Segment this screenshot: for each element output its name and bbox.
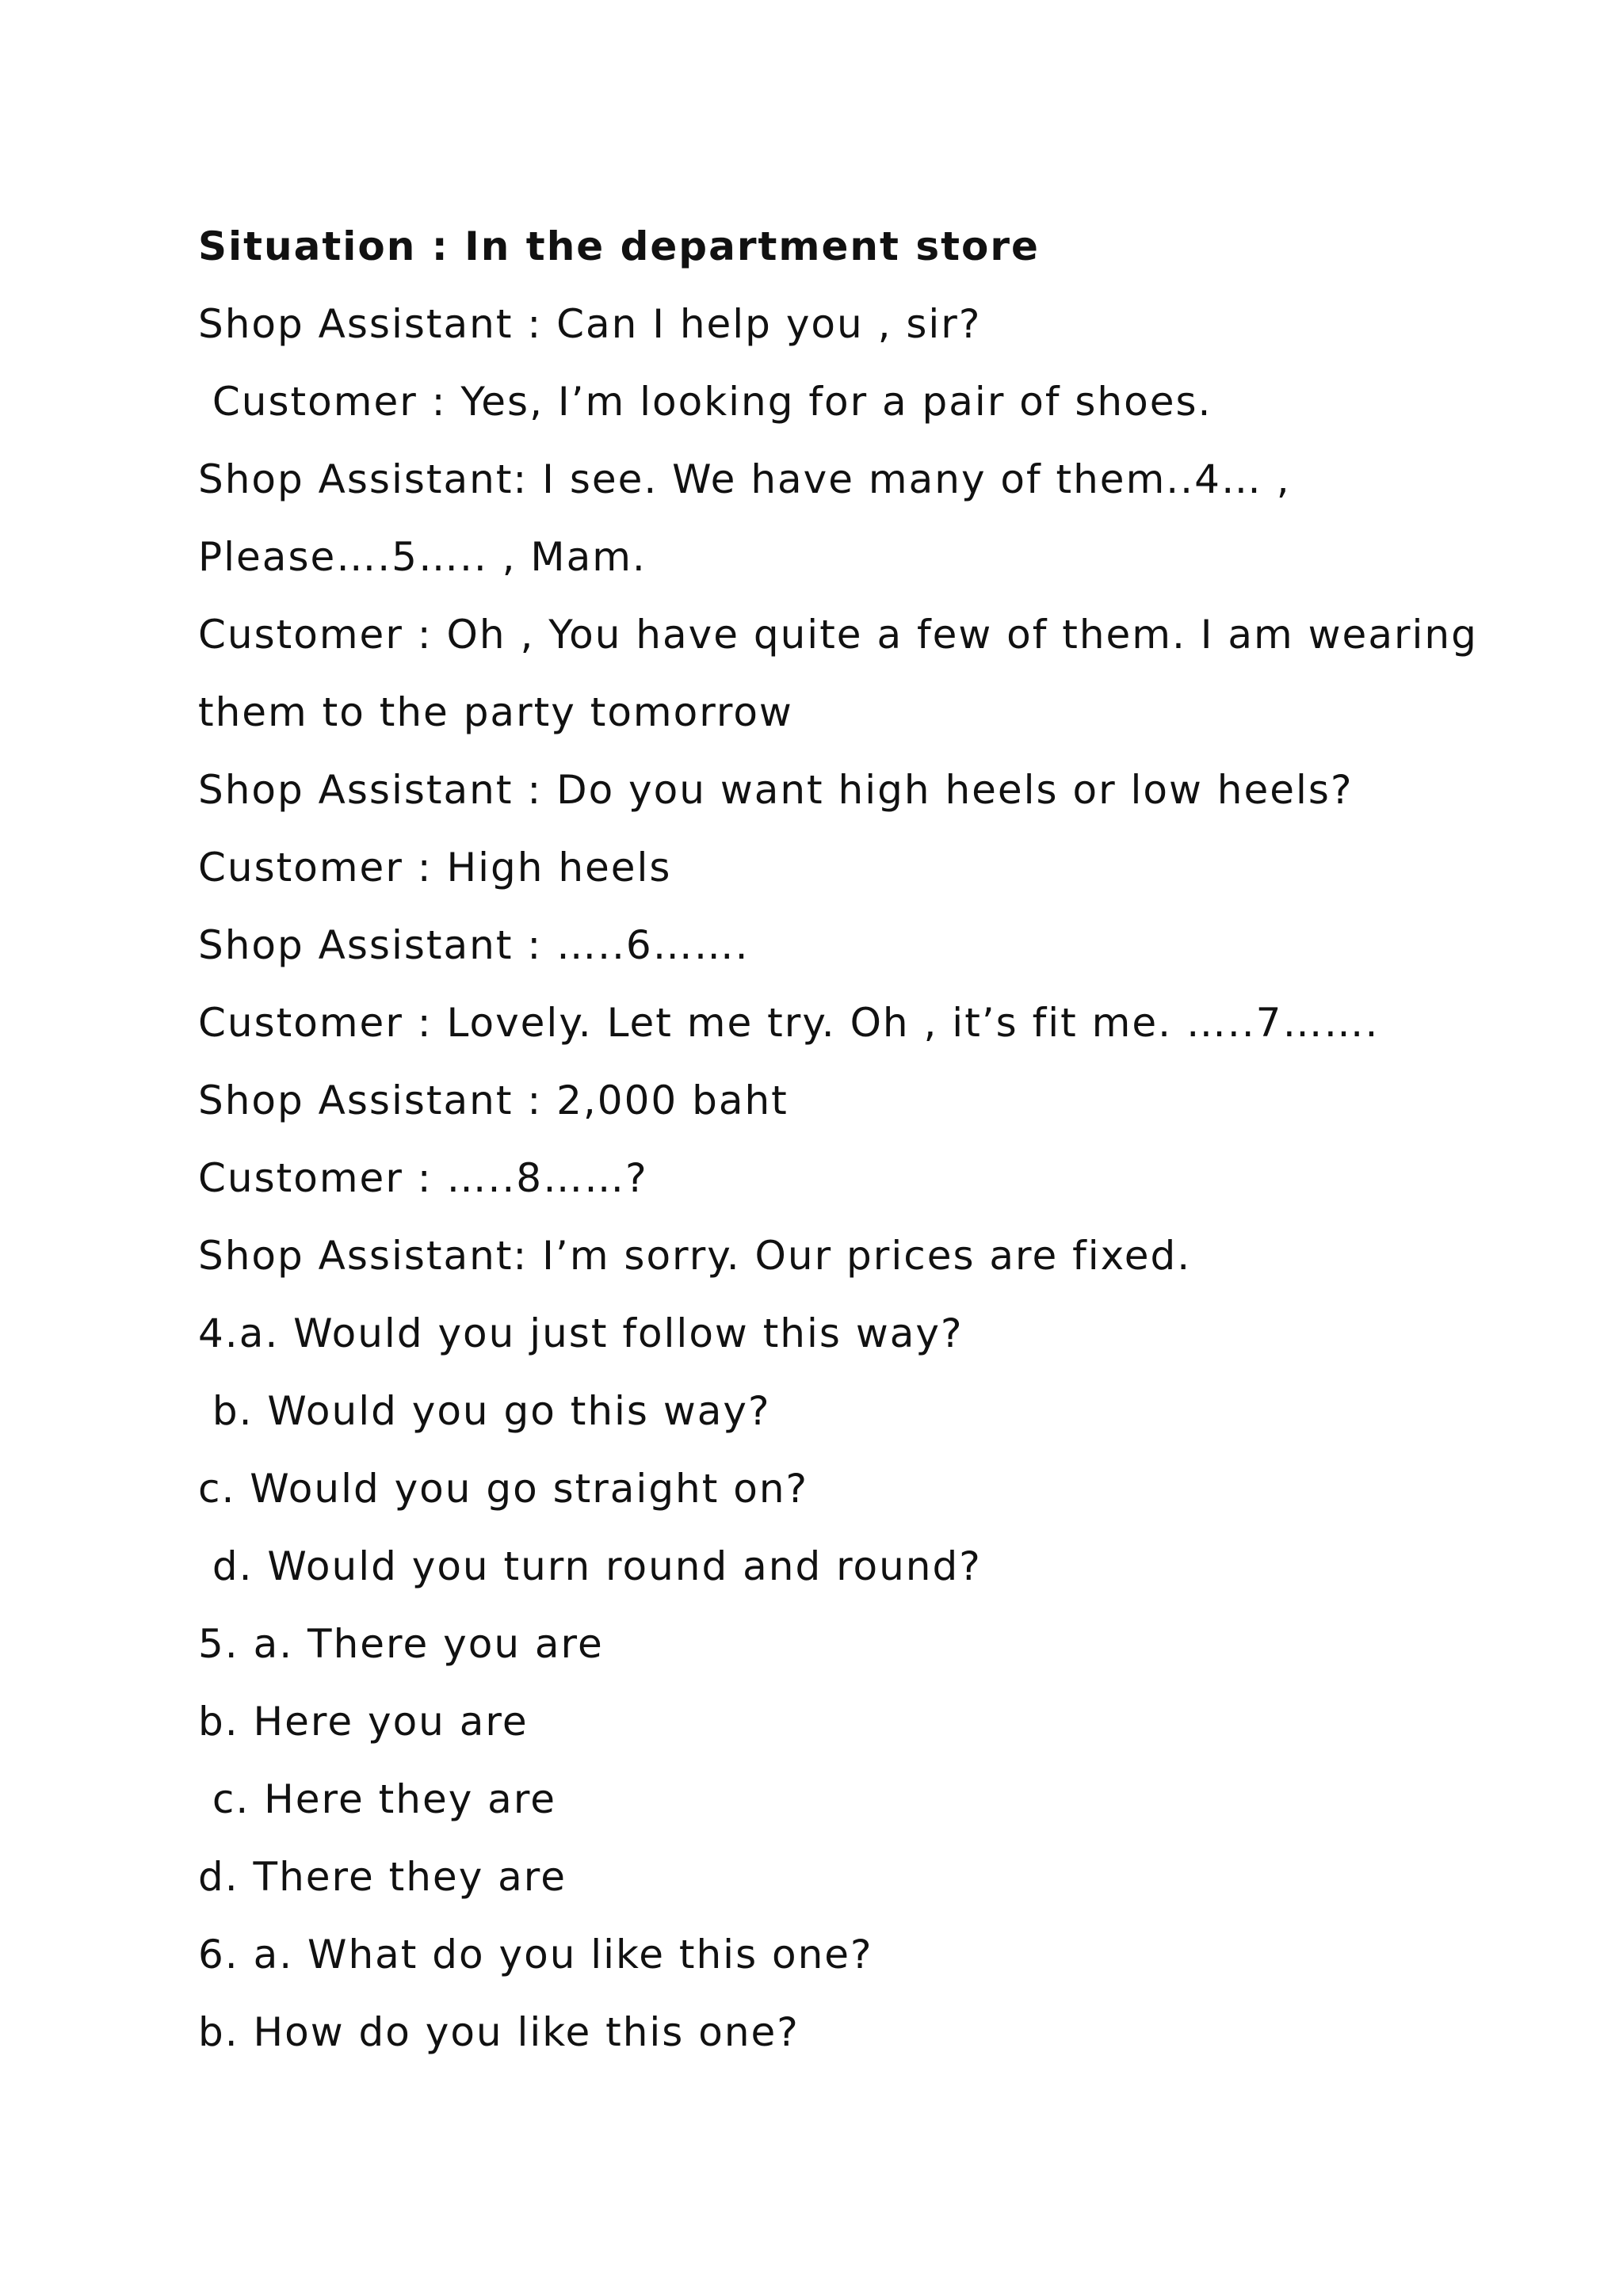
choice-line: b. How do you like this one? bbox=[198, 2009, 800, 2055]
dialogue-line: Please….5….. , Mam. bbox=[198, 534, 647, 580]
dialogue-line: Shop Assistant : Do you want high heels or low heels? bbox=[198, 767, 1354, 813]
choice-line: c. Here they are bbox=[198, 1776, 557, 1822]
dialogue-line: Shop Assistant : Can I help you , sir? bbox=[198, 301, 982, 347]
dialogue-line: them to the party tomorrow bbox=[198, 689, 793, 735]
choice-line: d. There they are bbox=[198, 1854, 567, 1900]
choice-line: 6. a. What do you like this one? bbox=[198, 1932, 873, 1978]
choice-line: 4.a. Would you just follow this way? bbox=[198, 1310, 964, 1356]
dialogue-line: Customer : Oh , You have quite a few of them. I am wearing bbox=[198, 612, 1478, 658]
situation-title: Situation : In the department store bbox=[198, 223, 1040, 269]
choice-line: c. Would you go straight on? bbox=[198, 1466, 809, 1512]
choice-line: d. Would you turn round and round? bbox=[198, 1543, 982, 1589]
dialogue-line: Shop Assistant : 2,000 baht bbox=[198, 1077, 789, 1123]
choice-line: b. Would you go this way? bbox=[198, 1388, 771, 1434]
choice-line: b. Here you are bbox=[198, 1699, 529, 1745]
document-content bbox=[198, 208, 1545, 2071]
dialogue-line: Shop Assistant: I’m sorry. Our prices are fixed. bbox=[198, 1233, 1192, 1279]
dialogue-line: Shop Assistant : …..6……. bbox=[198, 922, 750, 968]
dialogue-line: Customer : Lovely. Let me try. Oh , it’s fit me. …..7……. bbox=[198, 1000, 1380, 1046]
dialogue-line: Customer : High heels bbox=[198, 845, 672, 891]
dialogue-line: Shop Assistant: I see. We have many of them..4… , bbox=[198, 456, 1291, 502]
dialogue-line: Customer : …..8……? bbox=[198, 1155, 648, 1201]
choice-line: 5. a. There you are bbox=[198, 1621, 604, 1667]
dialogue-line: Customer : Yes, I’m looking for a pair of shoes. bbox=[198, 379, 1212, 425]
